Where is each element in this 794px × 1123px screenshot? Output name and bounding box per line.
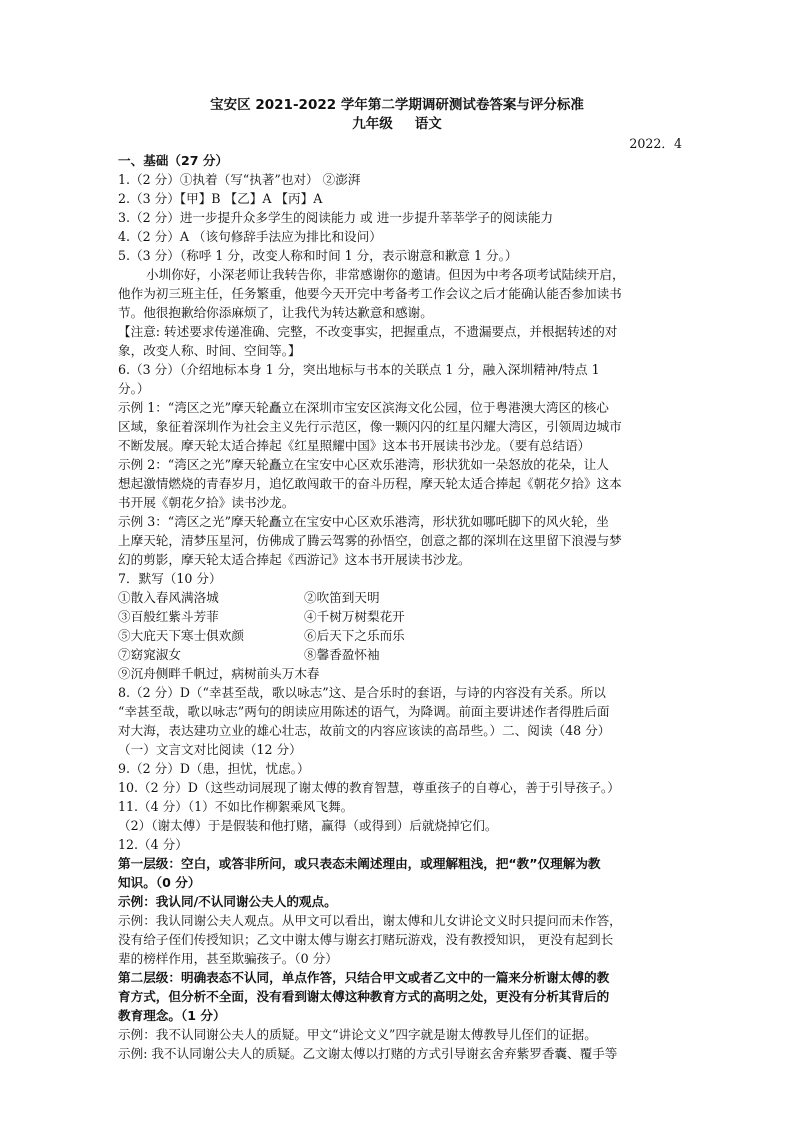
answer-q2: 2.（3 分）【甲】B 【乙】A 【丙】A <box>118 191 323 206</box>
q12-level-1-sample: 示例：我认同谢公夫人观点。从甲文可以看出，谢太傅和儿女讲论文义时只提问而未作答， <box>118 913 622 928</box>
subsection-heading-classical: （一）文言文对比阅读（12 分） <box>118 742 302 757</box>
answer-q8: 8.（2 分）D（“幸甚至哉，歌以咏志”这、是合乐时的套语，与诗的内容没有关系。所以 <box>118 685 606 700</box>
q12-level-2-sample: 示例：我不认同谢公夫人的质疑。甲文“讲论文义”四字就是谢太傅教导儿侄们的证据。 <box>118 1027 597 1042</box>
document-title: 宝安区 2021-2022 学年第二学期调研测试卷答案与评分标准 <box>210 97 584 113</box>
answer-q5: 5.（3 分）（称呼 1 分，改变人称和时间 1 分，表示谢意和歉意 1 分。） <box>118 248 518 263</box>
answer-q3: 3.（2 分）进一步提升众多学生的阅读能力 或 进一步提升莘莘学子的阅读能力 <box>118 210 554 225</box>
q7-item: ⑤大庇天下寒士俱欢颜 <box>118 628 244 643</box>
q6-example-3: 上摩天轮，清梦压星河，仿佛成了腾云驾雾的孙悟空，创意之都的深圳在这里留下浪漫与梦 <box>118 533 622 548</box>
answer-q6: 6.（3 分）（介绍地标本身 1 分，突出地标与书本的关联点 1 分，融入深圳精神/特点 1 <box>118 362 600 377</box>
subject-label: 语文 <box>414 116 442 132</box>
q6-example-3: 幻的剪影，摩天轮太适合捧起《西游记》这本书开展读书沙龙。 <box>118 552 471 567</box>
q7-row <box>118 645 684 664</box>
answer-q4: 4.（2 分）A （该句修辞手法应为排比和设问） <box>118 229 382 244</box>
q6-example-2: 书开展《朝花夕拾》读书沙龙。 <box>118 495 295 510</box>
q7-row <box>118 607 684 626</box>
q5-note-line: 象，改变人称、时间、空间等。】 <box>118 343 301 358</box>
grade-label: 九年级 <box>352 116 393 132</box>
q5-answer-line: 他作为初三班主任，任务繁重，他要今天开完中考备考工作会议之后才能确认能否参加读书 <box>118 286 622 301</box>
q7-item: ⑨沉舟侧畔千帆过，病树前头万木春 <box>118 666 320 681</box>
q7-row <box>118 626 684 645</box>
q7-item: ⑧馨香盈怀袖 <box>304 647 380 662</box>
q7-item: ⑥后天下之乐而乐 <box>304 628 405 643</box>
q12-level-1-sample: 没有给子侄们传授知识；乙文中谢太傅与谢玄打赌玩游戏，没有教授知识， 更没有起到长 <box>118 932 614 947</box>
answer-q11: 11.（4 分）（1）不如比作柳絮乘风飞舞。 <box>118 799 354 814</box>
q6-example-1: 示例 1：“湾区之光”摩天轮矗立在深圳市宝安区滨海文化公园，位于粤港澳大湾区的核心 <box>118 400 609 415</box>
q6-example-1: 区域，象征着深圳作为社会主义先行示范区，像一颗闪闪的红星闪耀大湾区，引领周边城市 <box>118 419 622 434</box>
q6-example-2: 想起激情燃烧的青春岁月，追忆敢闯敢干的奋斗历程，摩天轮太适合捧起《朝花夕拾》这本 <box>118 476 622 491</box>
q5-note-line: 【注意: 转述要求传递准确、完整，不改变事实，把握重点，不遗漏要点，并根据转述的对 <box>118 324 618 339</box>
q7-item: ③百般红紫斗芳菲 <box>118 609 219 624</box>
document-body <box>118 151 684 1063</box>
q12-level-1-example: 示例：我认同/不认同谢公夫人的观点。 <box>118 894 337 909</box>
answer-q11-cont: （2）（谢太傅）于是假装和他打赌，赢得（或得到）后就烧掉它们。 <box>118 818 498 833</box>
q5-answer-line: 小圳你好，小深老师让我转告你，非常感谢你的邀请。但因为中考各项考试陆续开启， <box>146 267 625 282</box>
q7-item: ⑦窈窕淑女 <box>118 647 181 662</box>
answer-q7: 7．默写（10 分） <box>118 571 222 586</box>
document-subtitle <box>0 115 794 134</box>
q12-level-1: 知识。（0 分） <box>118 875 201 890</box>
q7-item: ②吹笛到天明 <box>304 590 380 605</box>
answer-q12: 12.（4 分） <box>118 837 188 852</box>
q12-level-1: 第一层级：空白，或答非所问，或只表态未阐述理由，或理解粗浅，把“教”仅理解为教 <box>118 856 601 871</box>
q7-item: ④千树万树梨花开 <box>304 609 405 624</box>
answer-q10: 10.（2 分）D（这些动词展现了谢太傅的教育智慧，尊重孩子的自尊心，善于引导孩子。） <box>118 780 620 795</box>
q12-level-2: 育方式，但分析不全面，没有看到谢太傅这种教育方式的高明之处，更没有分析其背后的 <box>118 989 610 1004</box>
answer-q1: 1.（2 分）①执着（写“执著”也对） ②澎湃 <box>118 172 361 187</box>
q12-level-1-sample: 辈的榜样作用，甚至欺骗孩子。（0 分） <box>118 951 338 966</box>
q7-row <box>118 588 684 607</box>
q12-level-2: 教育理念。（1 分） <box>118 1008 226 1023</box>
answer-q9: 9.（2 分）D（患，担忧，忧虑。） <box>118 761 310 776</box>
answer-q8-cont: “幸甚至哉，歌以咏志”两句的朗读应用陈述的语气，为降调。前面主要讲述作者得胜后面 <box>118 704 610 719</box>
answer-q6-cont: 分。） <box>118 381 150 396</box>
answer-q8-cont: 对大海，表达建功立业的雄心壮志，故前文的内容应该读的高昂些。）二、阅读（48 分） <box>118 723 611 738</box>
q6-example-1: 不断发展。摩天轮太适合捧起《红星照耀中国》这本书开展读书沙龙。（要有总结语） <box>118 438 591 453</box>
q12-level-2-sample: 示例: 我不认同谢公夫人的质疑。乙文谢太傅以打赌的方式引导谢玄舍弃紫罗香囊、覆手等 <box>118 1046 618 1061</box>
q7-item: ①散入春风满洛城 <box>118 590 219 605</box>
section-heading-basics: 一、基础（27 分） <box>118 153 229 168</box>
q6-example-3: 示例 3：“湾区之光”摩天轮矗立在宝安中心区欢乐港湾，形状犹如哪吒脚下的风火轮，坐 <box>118 514 609 529</box>
document-date: 2022．4 <box>629 136 682 151</box>
q6-example-2: 示例 2：“湾区之光”摩天轮矗立在宝安中心区欢乐港湾，形状犹如一朵怒放的花朵，让人 <box>118 457 609 472</box>
q5-answer-line: 节。他很抱歉给你添麻烦了，让我代为转达歉意和感谢。 <box>118 305 433 320</box>
q12-level-2: 第二层级：明确表态不认同，单点作答，只结合甲文或者乙文中的一篇来分析谢太傅的教 <box>118 970 610 985</box>
